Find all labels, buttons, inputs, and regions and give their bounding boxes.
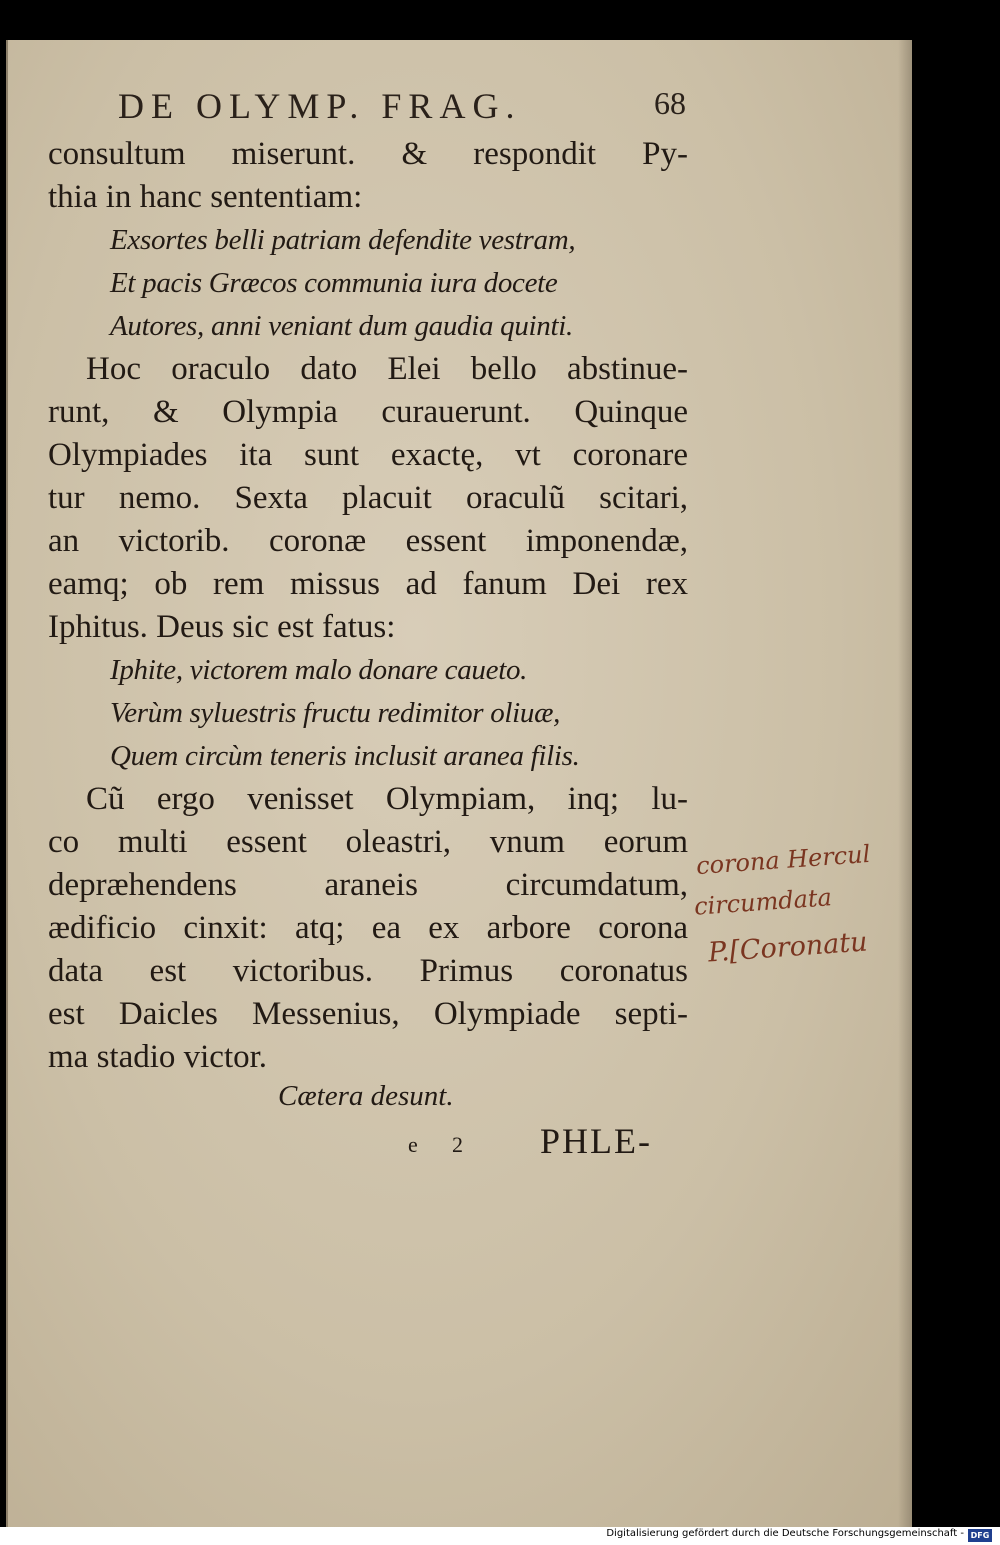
text-line: eamq; ob rem missus ad fanum Dei rex — [48, 566, 688, 602]
text-line: consultum miserunt. & respondit Py- — [48, 136, 688, 172]
book-page — [6, 40, 912, 1528]
text-line: an victorib. coronæ essent imponendæ, — [48, 523, 688, 559]
text-line: Cũ ergo venisset Olympiam, inq; lu- — [86, 781, 688, 817]
text-line: est Daicles Messenius, Olympiade septi- — [48, 996, 688, 1032]
closing-note: Cætera desunt. — [278, 1080, 454, 1112]
verse-line: Iphite, victorem malo donare caueto. — [110, 654, 528, 686]
verse-line: Exsortes belli patriam defendite vestram, — [110, 224, 576, 256]
verse-line: Verùm syluestris fructu redimitor oliuæ, — [110, 697, 561, 729]
catchword: PHLE- — [540, 1121, 652, 1161]
text-line: depræhendens araneis circumdatum, — [48, 867, 688, 903]
verse-line: Autores, anni veniant dum gaudia quinti. — [110, 310, 573, 342]
text-line: Olympiades ita sunt exactę, vt coronare — [48, 437, 688, 473]
text-line: tur nemo. Sexta placuit oraculũ scitari, — [48, 480, 688, 516]
signature-number: 2 — [452, 1132, 463, 1157]
page-header — [118, 85, 686, 135]
signature-mark: e — [408, 1132, 418, 1157]
text-line: Hoc oraculo dato Elei bello abstinue- — [86, 351, 688, 387]
page-number: 68 — [654, 85, 686, 121]
funding-credit: Digitalisierung gefördert durch die Deutsche Forschungsgemeinschaft - — [606, 1528, 964, 1539]
text-line: Iphitus. Deus sic est fatus: — [48, 609, 396, 645]
verse-line: Quem circùm teneris inclusit aranea filis. — [110, 740, 580, 772]
running-head: DE OLYMP. FRAG. — [118, 86, 522, 126]
body-text — [48, 133, 688, 1079]
text-line: thia in hanc sententiam: — [48, 179, 363, 215]
text-line: ma stadio victor. — [48, 1039, 268, 1075]
handwritten-annotation: circumdata — [693, 883, 833, 921]
text-line: runt, & Olympia curauerunt. Quinque — [48, 394, 688, 430]
footer-bar — [0, 1527, 1000, 1545]
text-line: ædificio cinxit: atq; ea ex arbore corona — [48, 910, 688, 946]
dfg-logo-icon: DFG — [968, 1529, 992, 1542]
handwritten-annotation: P.[Coronatu — [707, 926, 869, 969]
handwritten-annotation: corona Hercul — [695, 839, 872, 881]
text-line: co multi essent oleastri, vnum eorum — [48, 824, 688, 860]
verse-line: Et pacis Græcos communia iura docete — [110, 267, 558, 299]
text-line: data est victoribus. Primus coronatus — [48, 953, 688, 989]
page-edge-shadow — [898, 40, 912, 1528]
